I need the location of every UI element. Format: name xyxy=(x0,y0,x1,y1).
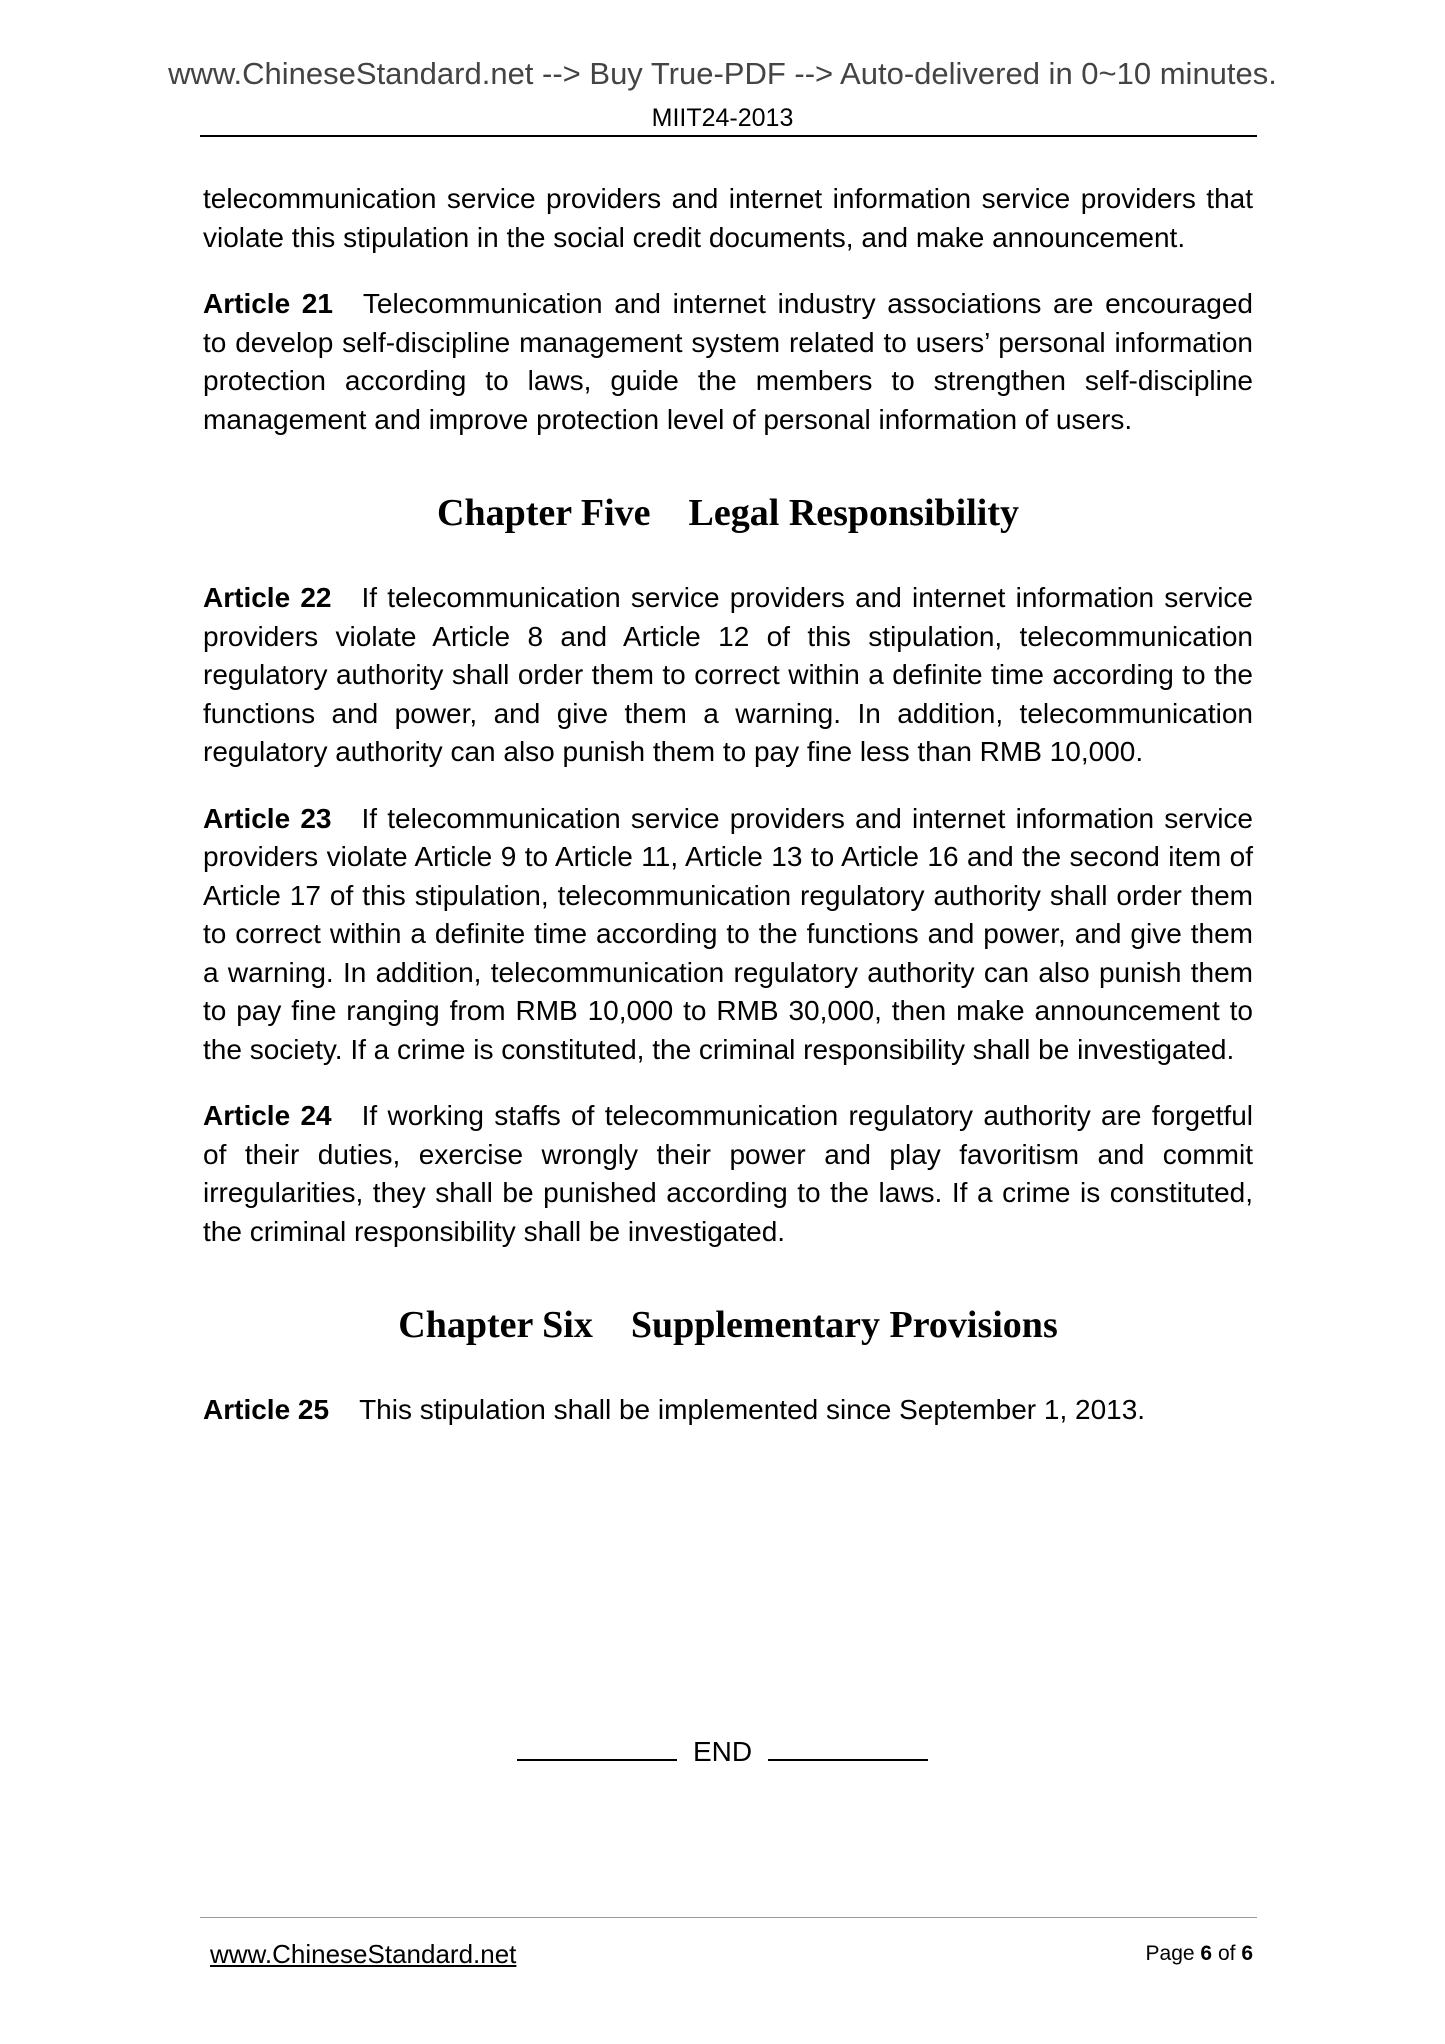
header-rule xyxy=(200,135,1257,137)
article-22-text: If telecommunication service providers and internet information service providers violate Article 8 and Article 12 of this stipulation, telecommunication regulatory authority shall order them to correct within a definite time according to the functions and power, and give them a warning. In addition, telecommunication regulatory authority can also punish them to pay fine less than RMB 10,000. xyxy=(203,582,1253,767)
article-23-text: If telecommunication service providers and internet information service providers violate Article 9 to Article 11, Article 13 to Article 16 and the second item of Article 17 of this stipulation, telecommunication regulatory authority shall order them to correct within a definite time according to the functions and power, and give them a warning. In addition, telecommunication regulatory authority can also punish them to pay fine ranging from RMB 10,000 to RMB 30,000, then make announcement to the society. If a crime is constituted, the criminal responsibility shall be investigated. xyxy=(203,802,1253,1065)
article-24-text: If working staffs of telecommunication regulatory authority are forgetful of their duties, exercise wrongly their power and play favoritism and commit irregularities, they shall be punished according to the laws. If a crime is constituted, the criminal responsibility shall be investigated. xyxy=(203,1100,1253,1247)
end-right-rule xyxy=(768,1755,928,1761)
article-25-label: Article 25 xyxy=(203,1394,330,1425)
chapter-five-title: Legal Responsibility xyxy=(688,492,1019,534)
footer-site-link[interactable]: www.ChineseStandard.net xyxy=(210,1939,517,1969)
page-prefix: Page xyxy=(1145,1942,1195,1965)
article-25-text: This stipulation shall be implemented since September 1, 2013. xyxy=(359,1394,1146,1425)
document-code: MIIT24-2013 xyxy=(651,104,794,132)
chapter-five-heading xyxy=(203,491,1253,535)
article-22-label: Article 22 xyxy=(203,582,332,613)
article-21 xyxy=(203,285,1253,439)
end-marker xyxy=(0,1736,1445,1768)
chapter-six-title: Supplementary Provisions xyxy=(630,1304,1058,1346)
article-21-text: Telecommunication and internet industry associations are encouraged to develop self-discipline management system related to users’ personal information protection according to laws, guide the members to strengthen self-discipline management and improve protection level of personal information of users. xyxy=(203,288,1253,435)
article-24-label: Article 24 xyxy=(203,1100,332,1131)
article-23 xyxy=(203,800,1253,1070)
page-current: 6 xyxy=(1200,1942,1213,1965)
article-24 xyxy=(203,1097,1253,1251)
intro-paragraph: telecommunication service providers and internet information service providers that violate this stipulation in the social credit documents, and make announcement. xyxy=(203,183,1253,253)
page-of: of xyxy=(1217,1942,1236,1965)
article-23-label: Article 23 xyxy=(203,802,332,834)
article-25 xyxy=(203,1391,1253,1430)
chapter-six-heading xyxy=(203,1303,1253,1347)
document-body xyxy=(203,180,1253,1458)
article-21-label: Article 21 xyxy=(203,288,333,319)
article-22 xyxy=(203,579,1253,772)
footer-rule xyxy=(200,1917,1257,1918)
end-left-rule xyxy=(517,1755,677,1761)
chapter-five-number: Chapter Five xyxy=(437,492,651,534)
site-banner[interactable]: www.ChineseStandard.net --> Buy True-PDF --> Auto-delivered in 0~10 minutes. xyxy=(168,56,1277,91)
page-total: 6 xyxy=(1241,1942,1253,1965)
chapter-six-number: Chapter Six xyxy=(398,1304,593,1346)
page-number xyxy=(1146,1942,1253,1966)
end-text: END xyxy=(692,1736,753,1767)
